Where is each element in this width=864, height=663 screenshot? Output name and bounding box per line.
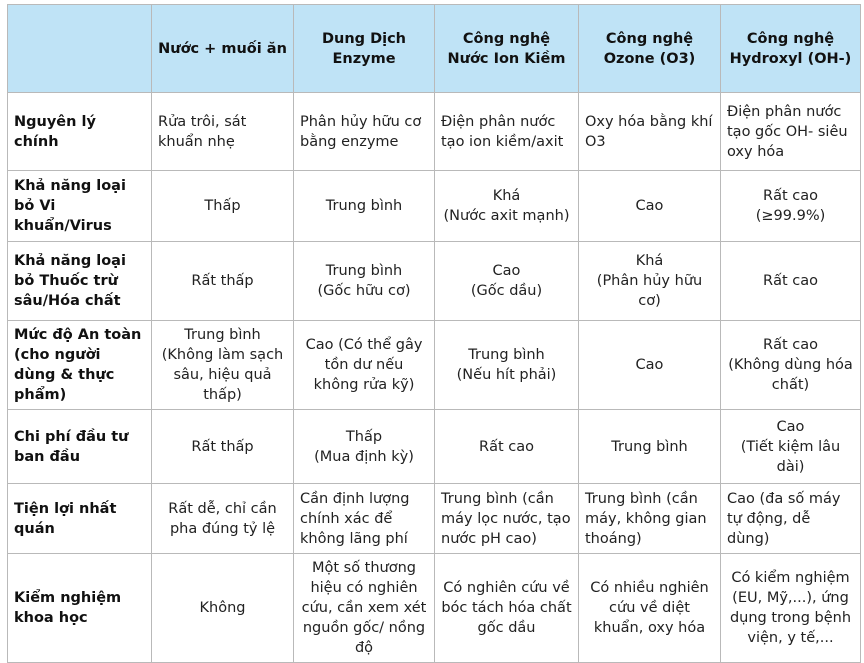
table-cell: Trung bình (Không làm sạch sâu, hiệu quả thấp) [152, 321, 294, 410]
table-cell: Điện phân nước tạo ion kiềm/axit [435, 93, 579, 171]
table-cell: Oxy hóa bằng khí O3 [579, 93, 721, 171]
comparison-table [7, 4, 861, 663]
cell-main: Khá [635, 253, 664, 269]
cell-main: Cao [776, 418, 805, 435]
cell-main: Thấp [345, 428, 383, 445]
row-label: Kiểm nghiệm khoa học [8, 554, 152, 663]
cell-note: (Gốc dầu) [470, 283, 543, 299]
table-cell: Rửa trôi, sát khuẩn nhẹ [152, 93, 294, 171]
table-cell: Có nghiên cứu về bóc tách hóa chất gốc dầu [435, 554, 579, 663]
table-row [8, 321, 861, 410]
header-ozone: Công nghệ Ozone (O3) [579, 5, 721, 93]
table-cell: Rất cao [721, 242, 861, 321]
table-cell: Trung bình (cần máy lọc nước, tạo nước pH cao) [435, 484, 579, 554]
header-alkaline-ion: Công nghệ Nước Ion Kiềm [435, 5, 579, 93]
table-cell: Cao [579, 171, 721, 242]
cell-note: (Nước axit mạnh) [443, 208, 570, 224]
cell-main: Rất cao [763, 337, 818, 353]
header-corner [8, 5, 152, 93]
table-cell: Một số thương hiệu có nghiên cứu, cần xem xét nguồn gốc/ nồng độ [294, 554, 435, 663]
table-cell: Có kiểm nghiệm (EU, Mỹ,...), ứng dụng trong bệnh viện, y tế,... [721, 554, 861, 663]
table-cell: Rất thấp [152, 242, 294, 321]
cell-note: (Nếu hít phải) [456, 367, 557, 383]
table-cell [721, 321, 861, 410]
table-row [8, 171, 861, 242]
table-cell: Rất thấp [152, 410, 294, 484]
table-cell: Trung bình (cần máy, không gian thoáng) [579, 484, 721, 554]
cell-note: (Gốc hữu cơ) [317, 283, 411, 299]
table-cell [294, 410, 435, 484]
table-cell: Trung bình [579, 410, 721, 484]
cell-note: (Tiết kiệm lâu dài) [740, 438, 841, 475]
row-label: Chi phí đầu tư ban đầu [8, 410, 152, 484]
table-row [8, 242, 861, 321]
table-cell [435, 242, 579, 321]
table-cell: Có nhiều nghiên cứu về diệt khuẩn, oxy hóa [579, 554, 721, 663]
table-row [8, 410, 861, 484]
table-cell [294, 242, 435, 321]
header-row [8, 5, 861, 93]
table-row [8, 554, 861, 663]
table-cell [435, 321, 579, 410]
row-label: Khả năng loại bỏ Vi khuẩn/Virus [8, 171, 152, 242]
table-cell: Rất cao (≥99.9%) [721, 171, 861, 242]
table-cell: Điện phân nước tạo gốc OH- siêu oxy hóa [721, 93, 861, 171]
row-label: Khả năng loại bỏ Thuốc trừ sâu/Hóa chất [8, 242, 152, 321]
table-row [8, 93, 861, 171]
table-cell: Trung bình [294, 171, 435, 242]
table-cell: Cao (Có thể gây tồn dư nếu không rửa kỹ) [294, 321, 435, 410]
table-row [8, 484, 861, 554]
table-cell [579, 242, 721, 321]
table-cell: Rất cao [435, 410, 579, 484]
cell-note: (Không dùng hóa chất) [728, 357, 853, 393]
cell-main: Trung bình [325, 263, 403, 279]
header-hydroxyl: Công nghệ Hydroxyl (OH-) [721, 5, 861, 93]
cell-note: (Phân hủy hữu cơ) [596, 273, 703, 309]
table-cell: Không [152, 554, 294, 663]
table-cell [435, 171, 579, 242]
table-cell: Cần định lượng chính xác để không lãng phí [294, 484, 435, 554]
table-cell: Rất dễ, chỉ cần pha đúng tỷ lệ [152, 484, 294, 554]
table-cell: Phân hủy hữu cơ bằng enzyme [294, 93, 435, 171]
cell-main: Trung bình [468, 347, 545, 363]
table-cell: Thấp [152, 171, 294, 242]
table-cell: Cao [579, 321, 721, 410]
cell-main: Khá [492, 188, 521, 204]
table-cell [721, 410, 861, 484]
header-enzyme: Dung Dịch Enzyme [294, 5, 435, 93]
cell-main: Cao [492, 263, 521, 279]
table-cell: Cao (đa số máy tự động, dễ dùng) [721, 484, 861, 554]
header-salt-water: Nước + muối ăn [152, 5, 294, 93]
row-label: Mức độ An toàn (cho người dùng & thực phẩm) [8, 321, 152, 410]
row-label: Tiện lợi nhất quán [8, 484, 152, 554]
cell-note: (Mua định kỳ) [314, 448, 414, 465]
row-label: Nguyên lý chính [8, 93, 152, 171]
